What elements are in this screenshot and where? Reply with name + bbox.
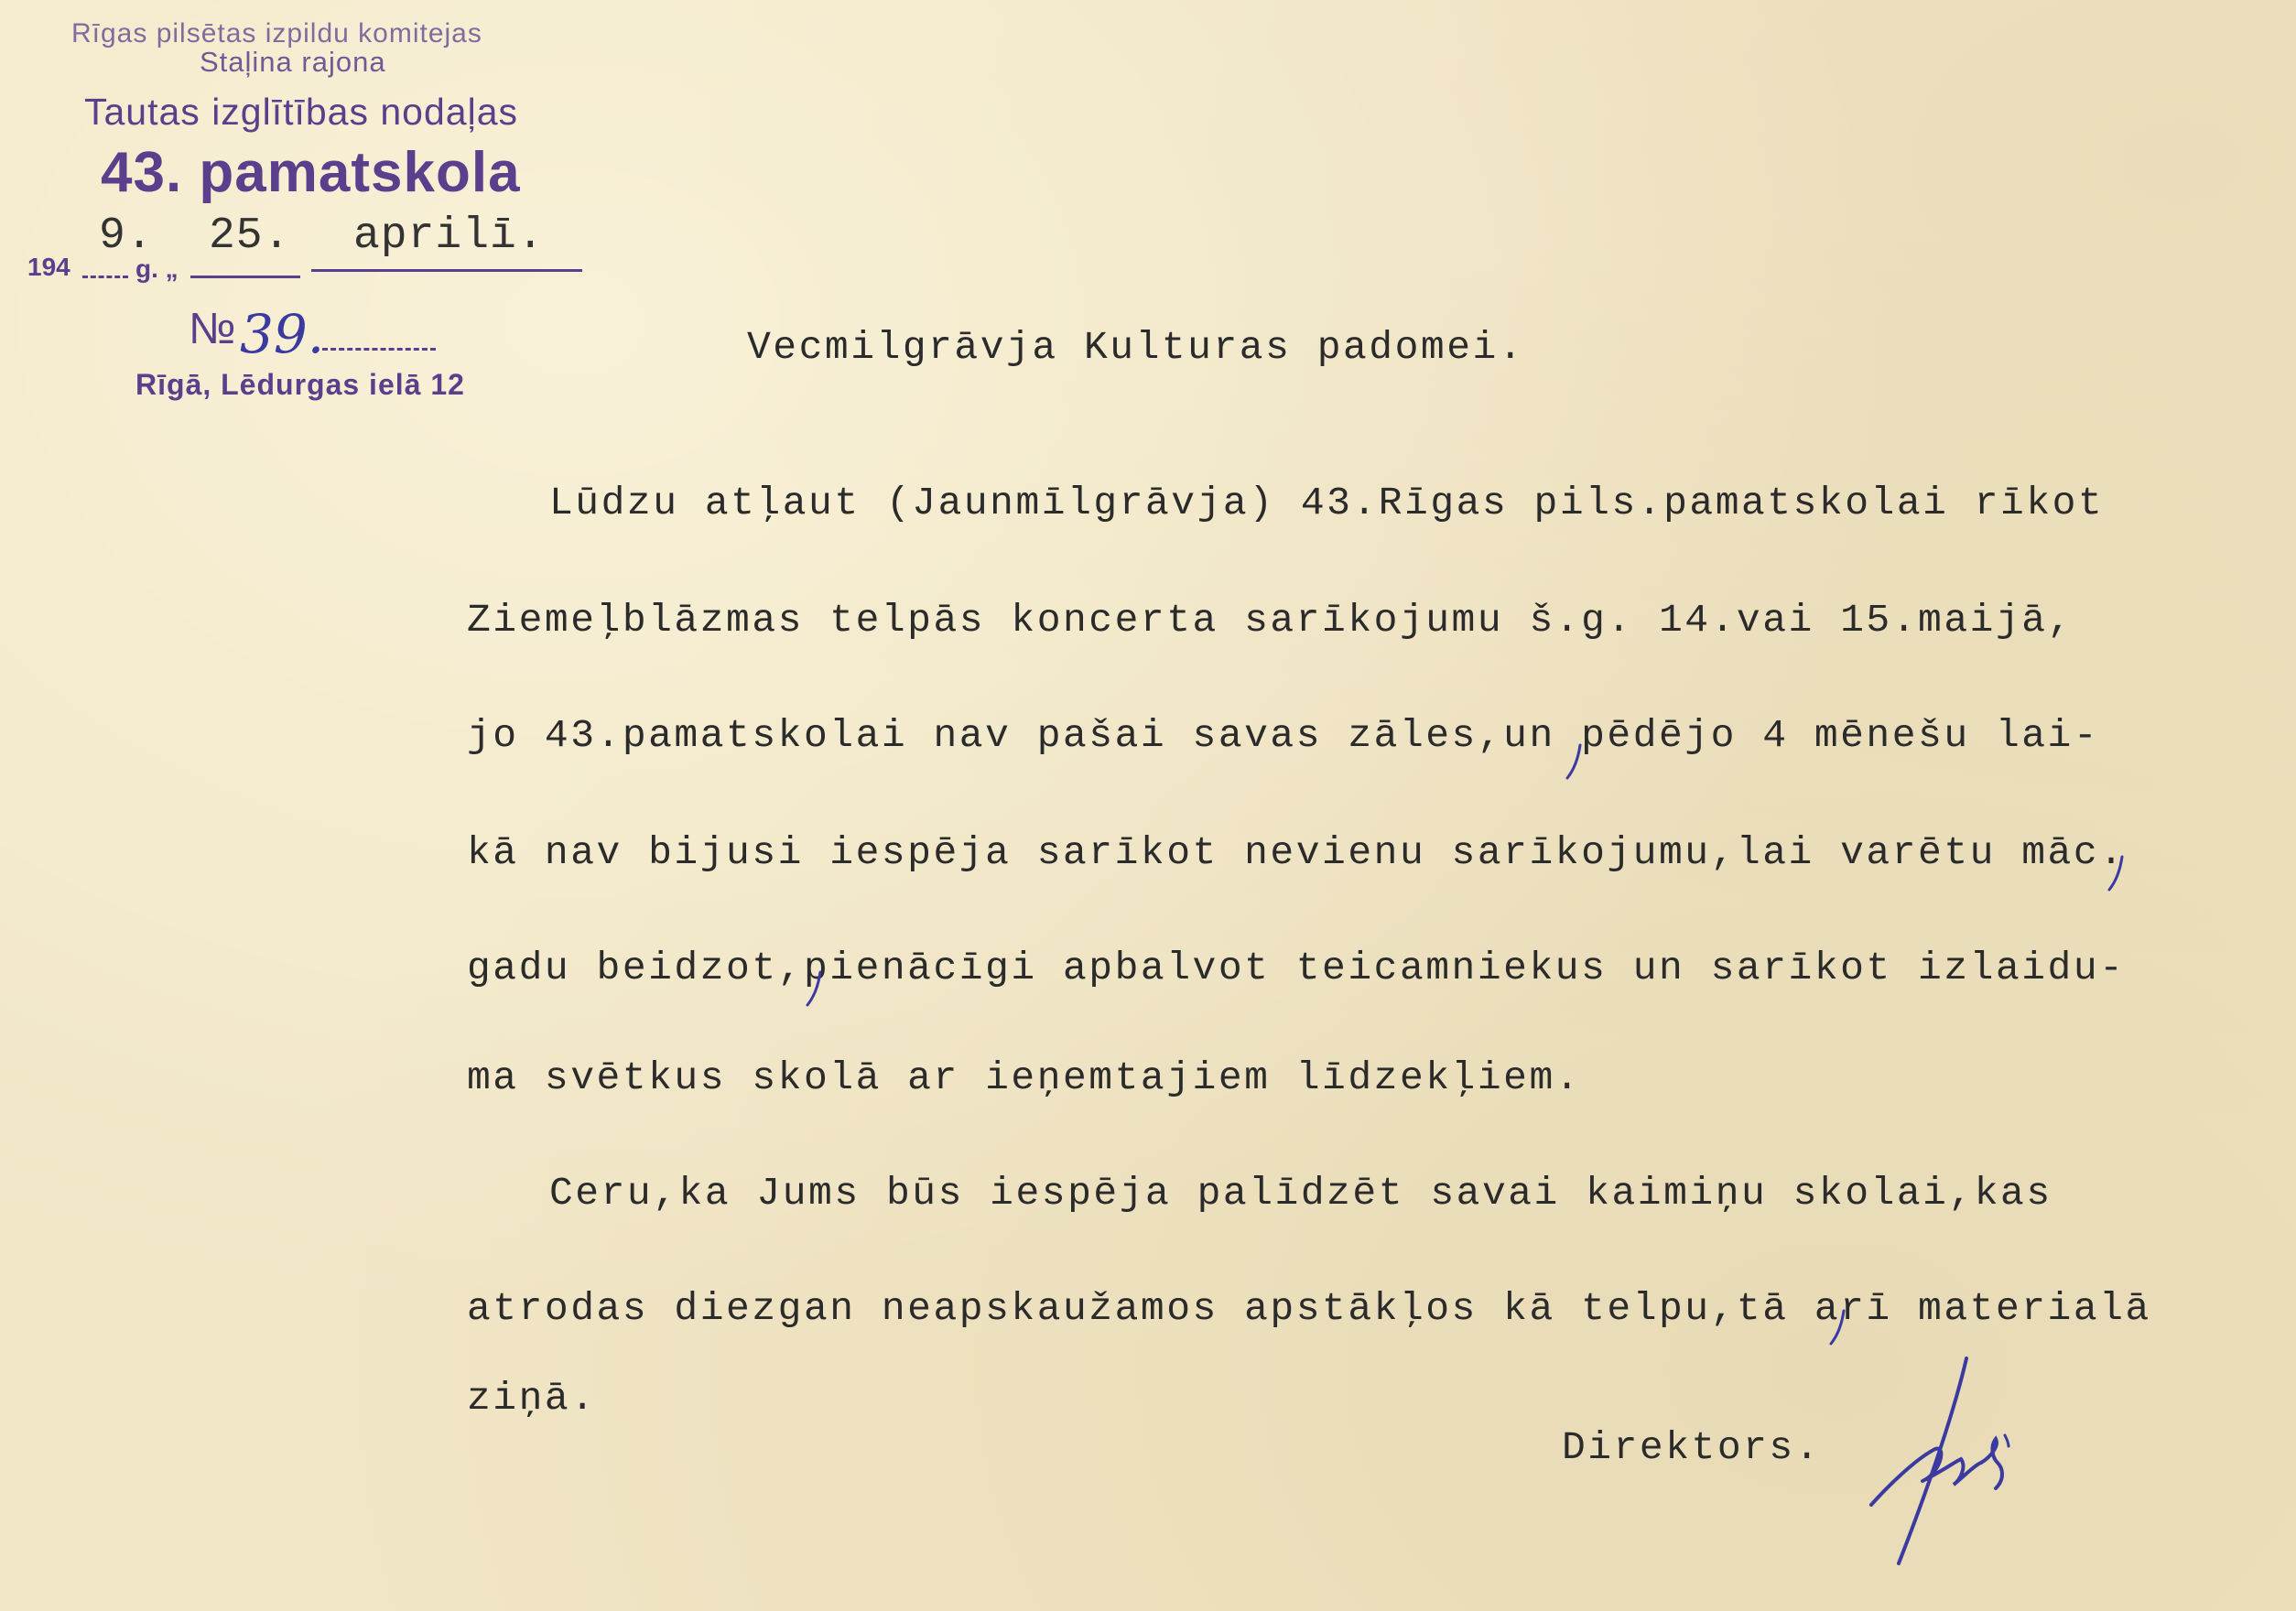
letter-line: kā nav bijusi iespēja sarīkot nevienu sarīkojumu,lai varētu māc.	[467, 830, 2126, 875]
stamp-year-prefix: 194	[27, 253, 70, 281]
letter-line: jo 43.pamatskolai nav pašai savas zāles,un pēdējo 4 mēnešu lai-	[467, 713, 2100, 758]
stamp-district-line: Staļina rajona	[200, 46, 386, 78]
signatory-title: Direktors.	[1562, 1425, 1822, 1470]
letter-line: ma svētkus skolā ar ieņemtajiem līdzekļiem.	[467, 1055, 1582, 1100]
letter-line: atrodas diezgan neapskaužamos apstākļos kā telpu,tā arī materialā	[467, 1286, 2151, 1331]
stamp-date-month: aprilī.	[353, 211, 545, 261]
handwritten-comma-mark	[2102, 849, 2139, 895]
director-signature	[1858, 1351, 2023, 1571]
stamp-date-year-digit: 9.	[99, 211, 154, 261]
stamp-day-rule	[190, 276, 300, 278]
handwritten-comma-mark	[1824, 1303, 1860, 1349]
stamp-address: Rīgā, Lēdurgas ielā 12	[135, 368, 465, 401]
stamp-year-rule	[82, 276, 128, 278]
stamp-number-rule	[322, 348, 436, 351]
stamp-month-rule	[311, 269, 582, 272]
stamp-department-line: Tautas izglītības nodaļas	[84, 91, 518, 133]
stamp-committee-line: Rīgas pilsētas izpildu komitejas	[71, 18, 482, 49]
stamp-year-suffix: g. „	[135, 254, 179, 283]
stamp-school-name: 43. pamatskola	[101, 141, 521, 204]
stamp-date-day: 25.	[209, 211, 291, 261]
letter-line: gadu beidzot,pienācīgi apbalvot teicamniekus un sarīkot izlaidu-	[467, 946, 2126, 990]
handwritten-comma-mark	[1560, 738, 1597, 784]
handwritten-comma-mark	[800, 965, 837, 1011]
letter-line: ziņā.	[467, 1376, 597, 1421]
letter-line: Ziemeļblāzmas telpās koncerta sarīkojumu š.g. 14.vai 15.maijā,	[467, 598, 2074, 643]
letter-line: Ceru,ka Jums būs iespēja palīdzēt savai kaimiņu skolai,kas	[549, 1171, 2052, 1216]
handwritten-reference-number: 39.	[240, 303, 325, 365]
letter-addressee: Vecmilgrāvja Kulturas padomei.	[747, 325, 1525, 370]
letter-line: Lūdzu atļaut (Jaunmīlgrāvja) 43.Rīgas pils.pamatskolai rīkot	[549, 481, 2105, 525]
stamp-number-label: №	[189, 305, 236, 353]
